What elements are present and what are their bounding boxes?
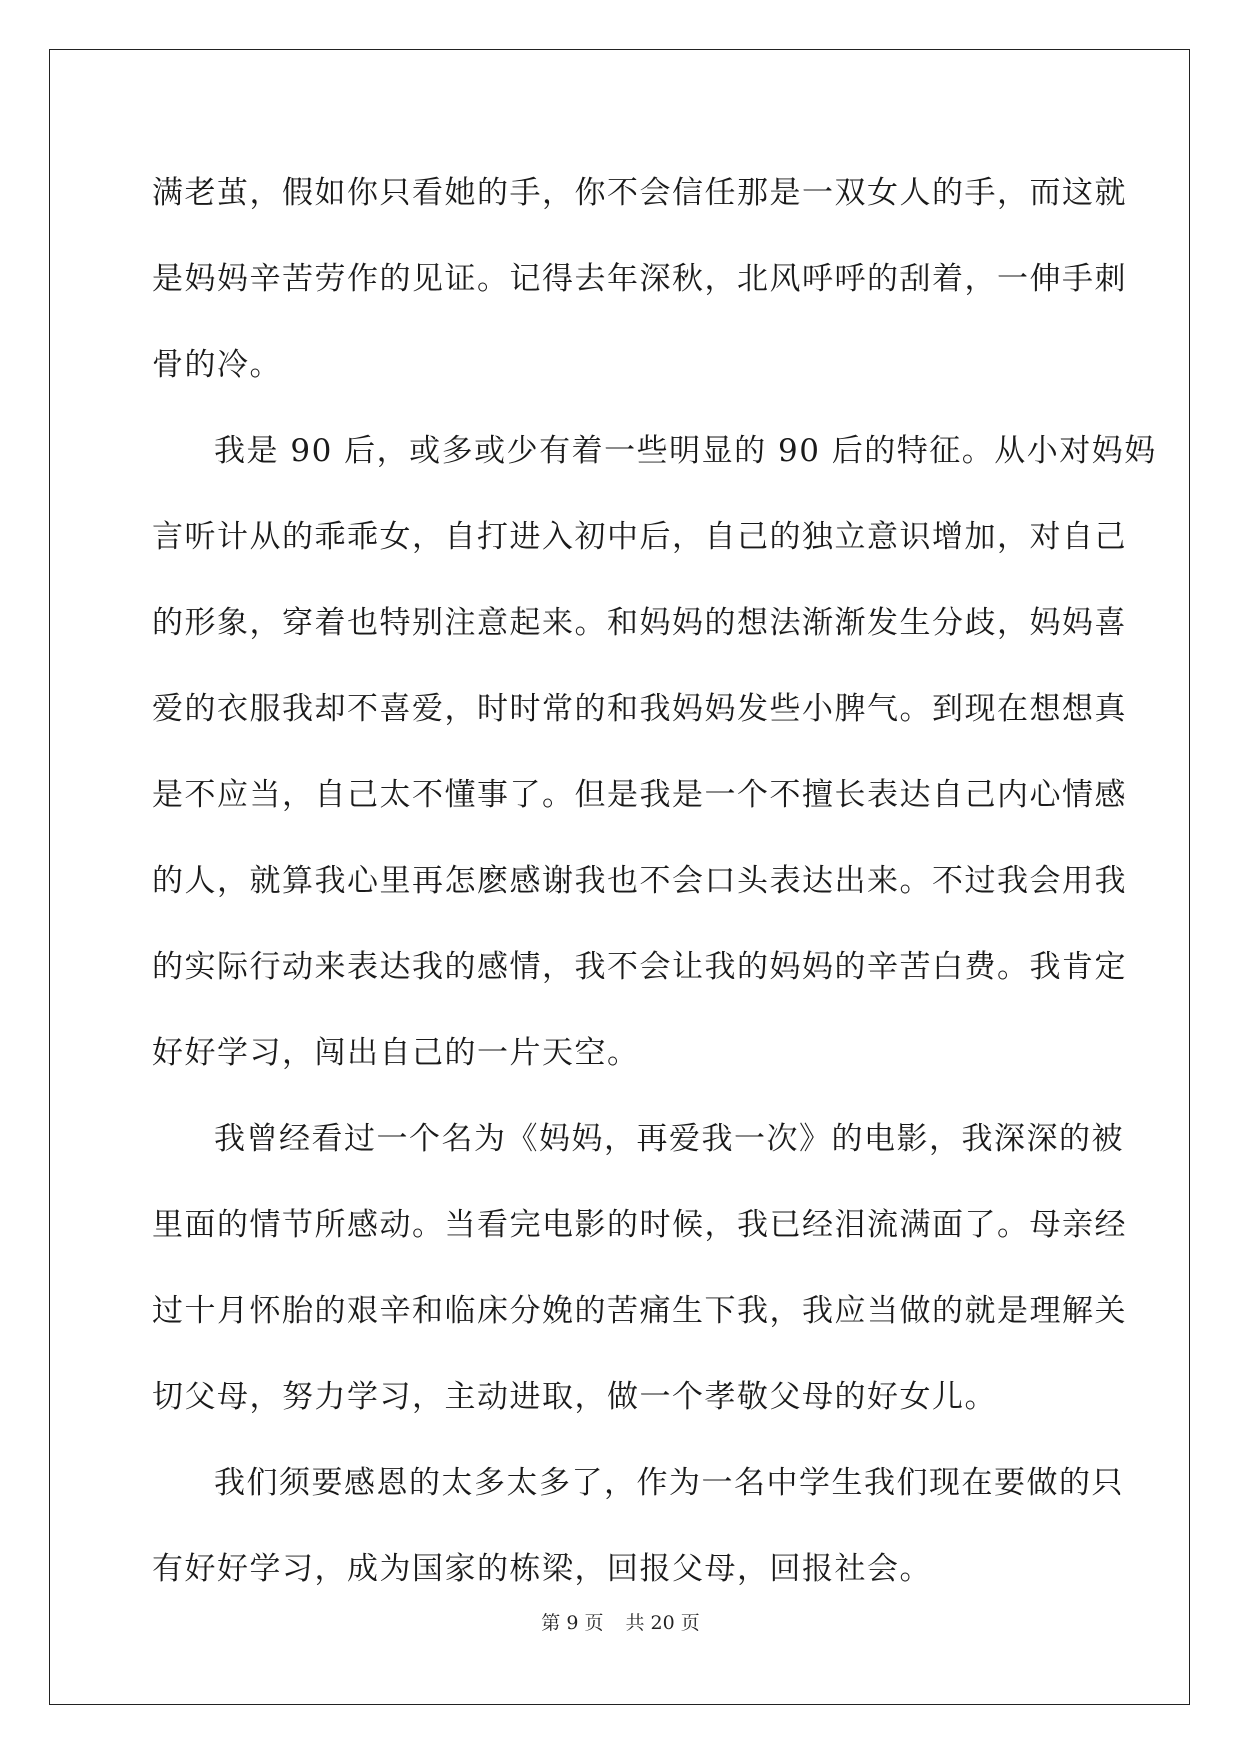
text-line: 我是 90 后，或多或少有着一些明显的 90 后的特征。从小对妈妈: [214, 433, 1157, 469]
page-total: 共 20 页: [625, 1612, 700, 1634]
text-line: 的人，就算我心里再怎麽感谢我也不会口头表达出来。不过我会用我: [152, 863, 1127, 899]
text-line: 骨的冷。: [152, 347, 282, 383]
text-line: 言听计从的乖乖女，自打进入初中后，自己的独立意识增加，对自己: [152, 519, 1127, 555]
text-line: 的实际行动来表达我的感情，我不会让我的妈妈的辛苦白费。我肯定: [152, 949, 1127, 985]
text-line: 我们须要感恩的太多太多了，作为一名中学生我们现在要做的只: [214, 1465, 1124, 1501]
page-footer: [0, 1611, 1241, 1635]
text-line: 里面的情节所感动。当看完电影的时候，我已经泪流满面了。母亲经: [152, 1207, 1127, 1243]
text-line: 我曾经看过一个名为《妈妈，再爱我一次》的电影，我深深的被: [214, 1121, 1124, 1157]
text-line: 切父母，努力学习，主动进取，做一个孝敬父母的好女儿。: [152, 1379, 997, 1415]
document-body: [152, 160, 1157, 1622]
text-line: 的形象，穿着也特别注意起来。和妈妈的想法渐渐发生分歧，妈妈喜: [152, 605, 1127, 641]
text-line: 是妈妈辛苦劳作的见证。记得去年深秋，北风呼呼的刮着，一伸手刺: [152, 261, 1127, 297]
text-line: 满老茧，假如你只看她的手，你不会信任那是一双女人的手，而这就: [152, 175, 1127, 211]
text-line: 好好学习，闯出自己的一片天空。: [152, 1035, 640, 1071]
text-line: 是不应当，自己太不懂事了。但是我是一个不擅长表达自己内心情感: [152, 777, 1127, 813]
text-line: 过十月怀胎的艰辛和临床分娩的苦痛生下我，我应当做的就是理解关: [152, 1293, 1127, 1329]
text-line: 有好好学习，成为国家的栋梁，回报父母，回报社会。: [152, 1551, 932, 1587]
page-number: 第 9 页: [541, 1612, 604, 1634]
text-line: 爱的衣服我却不喜爱，时时常的和我妈妈发些小脾气。到现在想想真: [152, 691, 1127, 727]
